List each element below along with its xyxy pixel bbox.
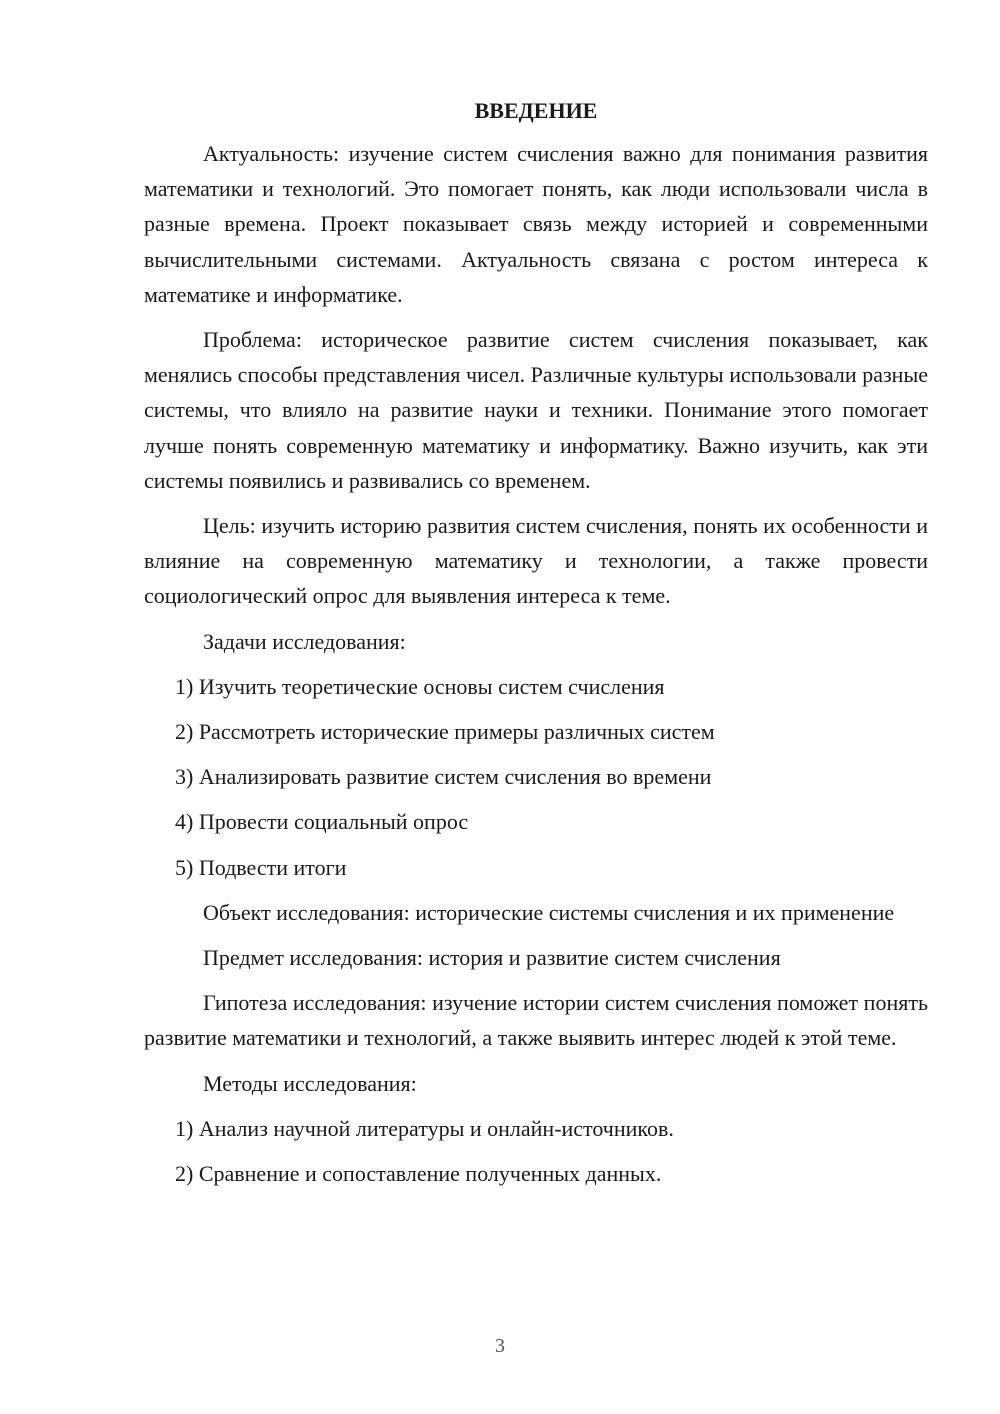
methods-list — [144, 1111, 928, 1191]
methods-title: Методы исследования: — [203, 1070, 417, 1096]
tasks-title: Задачи исследования: — [203, 628, 406, 654]
subject-paragraph: Предмет исследования: история и развитие систем счисления — [203, 945, 781, 971]
page-content — [144, 96, 928, 1201]
hypothesis-paragraph: Гипотеза исследования: изучение истории систем счисления поможет понять развитие математики и технологий, а также выявить интерес людей к этой теме. — [144, 990, 928, 1051]
goal-paragraph: Цель: изучить историю развития систем счисления, понять их особенности и влияние на современную математику и технологии, а также провести социологический опрос для выявления интереса к теме. — [144, 513, 928, 609]
problem-paragraph: Проблема: историческое развитие систем счисления показывает, как менялись способы представления чисел. Различные культуры использовали разные системы, что влияло на развитие науки и техники. Понимание этого помогает лучше понять современную математику и информатику. Важно изучить, как эти системы появились и развивались со временем. — [144, 327, 928, 493]
list-item: 3) Анализировать развитие систем счисления во времени — [175, 764, 712, 790]
section-heading: ВВЕДЕНИЕ — [474, 98, 598, 123]
list-item: 1) Изучить теоретические основы систем счисления — [175, 673, 665, 699]
page-number: 3 — [495, 1335, 505, 1357]
object-paragraph: Объект исследования: исторические системы счисления и их применение — [203, 899, 895, 925]
list-item: 2) Рассмотреть исторические примеры различных систем — [175, 719, 715, 745]
tasks-list — [144, 669, 928, 885]
list-item: 5) Подвести итоги — [175, 854, 347, 880]
list-item: 1) Анализ научной литературы и онлайн-источников. — [175, 1115, 674, 1141]
relevance-paragraph: Актуальность: изучение систем счисления важно для понимания развития математики и технологий. Это помогает понять, как люди использовали числа в разные времена. Проект показывает связь между историей и современными вычислительными системами. Актуальность связана с ростом интереса к математике и информатике. — [144, 141, 928, 307]
list-item: 4) Провести социальный опрос — [175, 809, 469, 835]
list-item: 2) Сравнение и сопоставление полученных данных. — [175, 1161, 662, 1187]
